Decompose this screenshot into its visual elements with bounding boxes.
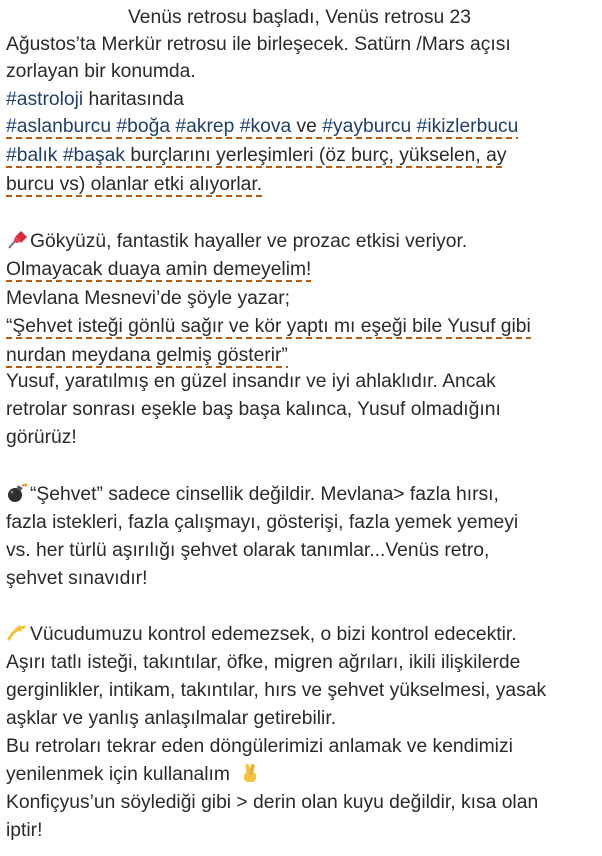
text-line: gerginlikler, intikam, takıntılar, hırs ve şehvet yükselmesi, yasak xyxy=(6,680,547,701)
text-line: fazla istekleri, fazla çalışmayı, gösterişi, fazla yemek yemeyi xyxy=(6,512,519,533)
hashtag-link[interactable]: #kova xyxy=(239,116,292,137)
text-span: haritasında xyxy=(83,89,184,110)
text-line: şehvet sınavıdır! xyxy=(6,568,148,589)
pushpin-icon xyxy=(6,230,28,250)
text-line: Bu retroları tekrar eden döngülerimizi anlamak ve kendimizi xyxy=(6,736,513,757)
text-line: zorlayan bir konumda. xyxy=(6,61,196,82)
text-line: görürüz! xyxy=(6,427,77,448)
text-line: Venüs retrosu başladı, Venüs retrosu 23 xyxy=(128,7,471,28)
text-line: Konfiçyus’un söylediği gibi > derin olan kuyu değildir, kısa olan xyxy=(6,792,539,813)
text-line xyxy=(6,621,598,648)
text-line: Ağustos’ta Merkür retrosu ile birleşecek. Satürn /Mars açısı xyxy=(6,34,511,55)
text-line: Mevlana Mesnevi’de şöyle yazar; xyxy=(6,288,290,309)
text-line xyxy=(6,228,598,255)
text-span: ve xyxy=(291,116,323,137)
text-line xyxy=(6,761,598,788)
hashtag-link[interactable]: #aslanburcu xyxy=(6,116,112,137)
crossed-fingers-icon xyxy=(239,763,261,783)
dizzy-icon xyxy=(6,623,28,643)
hashtag-link[interactable]: #başak xyxy=(62,145,125,166)
text-span: nurdan meydana gelmiş gösterir” xyxy=(6,345,288,366)
text-line xyxy=(6,113,598,140)
text-line: Aşırı tatlı isteği, takıntılar, öfke, migren ağrıları, ikili ilişkilerde xyxy=(6,652,521,673)
text-line xyxy=(6,171,598,198)
text-line: aşklar ve yanlış anlaşılmalar getirebilir. xyxy=(6,708,337,729)
text-line: Yusuf, yaratılmış en güzel insandır ve iyi ahlaklıdır. Ancak xyxy=(6,371,496,392)
text-line xyxy=(6,256,598,283)
text-span: Gökyüzü, fantastik hayaller ve prozac etkisi veriyor. xyxy=(30,231,468,252)
hashtag-link[interactable]: #ikizlerbucu xyxy=(416,116,519,137)
text-span: burçlarını yerleşimleri (öz burç, yükselen, ay xyxy=(125,145,507,166)
text-span: Vücudumuzu kontrol edemezsek, o bizi kontrol edecektir. xyxy=(30,624,517,645)
hashtag-link[interactable]: #astroloji xyxy=(6,89,84,110)
text-line: retrolar sonrası eşekle baş başa kalınca, Yusuf olmadığını xyxy=(6,399,501,420)
text-span: “Şehvet isteği gönlü sağır ve kör yaptı mı eşeği bile Yusuf gibi xyxy=(6,316,531,337)
hashtag-link[interactable]: #yayburcu xyxy=(322,116,412,137)
text-line xyxy=(6,313,598,340)
text-line xyxy=(6,86,598,113)
text-line: iptir! xyxy=(6,820,43,841)
text-span: Olmayacak duaya amin demeyelim! xyxy=(6,259,312,280)
text-span: “Şehvet” sadece cinsellik değildir. Mevlana> fazla hırsı, xyxy=(30,484,499,505)
hashtag-link[interactable]: #balık xyxy=(6,145,58,166)
bomb-icon xyxy=(6,483,28,503)
text-line: vs. her türlü aşırılığı şehvet olarak tanımlar...Venüs retro, xyxy=(6,540,490,561)
text-span: yenilenmek için kullanalım xyxy=(6,764,230,785)
text-span: burcu vs) olanlar etki alıyorlar. xyxy=(6,174,263,195)
text-line xyxy=(6,481,598,508)
text-line xyxy=(6,142,598,169)
hashtag-link[interactable]: #akrep xyxy=(175,116,235,137)
hashtag-link[interactable]: #boğa xyxy=(116,116,171,137)
text-line xyxy=(6,342,598,369)
